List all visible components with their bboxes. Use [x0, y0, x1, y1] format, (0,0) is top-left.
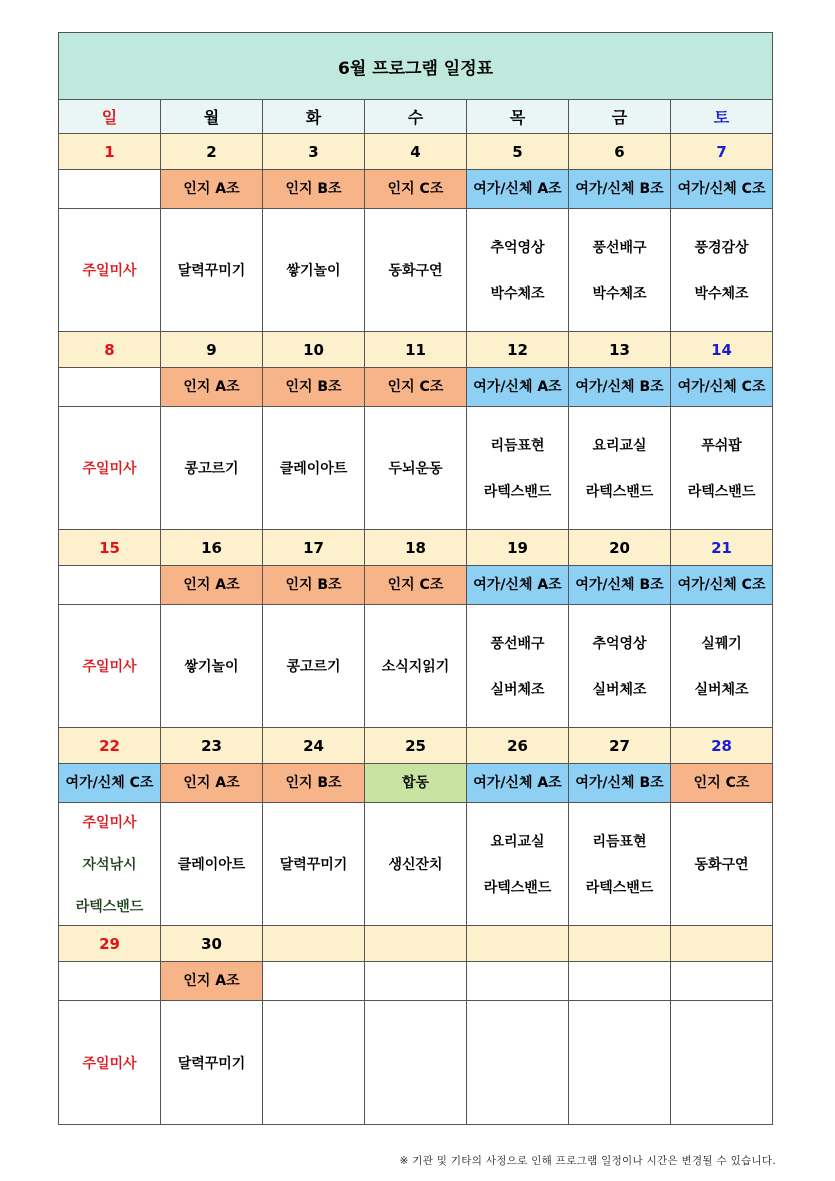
date-cell: 18 [365, 530, 467, 566]
program-cell [263, 803, 365, 926]
date-cell: 11 [365, 332, 467, 368]
date-cell: 8 [59, 332, 161, 368]
day-header-fri: 금 [569, 100, 671, 134]
group-cell [365, 962, 467, 1001]
program-item: 박수체조 [694, 286, 749, 302]
program-cell [263, 209, 365, 332]
date-cell [569, 926, 671, 962]
program-cell [161, 209, 263, 332]
group-cell: 여가/신체 B조 [569, 566, 671, 605]
group-cell [59, 170, 161, 209]
group-cell: 여가/신체 C조 [59, 764, 161, 803]
date-cell: 13 [569, 332, 671, 368]
program-cell [671, 407, 773, 530]
day-header-wed: 수 [365, 100, 467, 134]
program-item: 동화구연 [388, 263, 443, 279]
week-3-programs [59, 605, 773, 728]
group-cell: 여가/신체 C조 [671, 368, 773, 407]
date-cell: 19 [467, 530, 569, 566]
program-cell [59, 209, 161, 332]
week-1-dates [59, 134, 773, 170]
group-cell: 여가/신체 C조 [671, 170, 773, 209]
program-item: 주일미사 [82, 1055, 137, 1072]
date-cell: 9 [161, 332, 263, 368]
group-cell: 합동 [365, 764, 467, 803]
day-header-sun: 일 [59, 100, 161, 134]
date-cell: 16 [161, 530, 263, 566]
program-cell [569, 209, 671, 332]
group-cell [671, 962, 773, 1001]
program-item: 실버체조 [592, 682, 647, 698]
date-cell: 29 [59, 926, 161, 962]
program-item: 주일미사 [82, 461, 137, 477]
date-cell [263, 926, 365, 962]
program-item: 소식지읽기 [381, 659, 450, 675]
date-cell: 27 [569, 728, 671, 764]
program-item: 풍선배구 [490, 636, 545, 652]
program-item: 실꿰기 [701, 636, 742, 652]
program-item: 추억영상 [592, 636, 647, 652]
program-item: 라텍스밴드 [585, 880, 654, 896]
program-cell [365, 407, 467, 530]
date-cell [671, 926, 773, 962]
group-cell: 여가/신체 A조 [467, 170, 569, 209]
program-item: 콩고르기 [184, 461, 239, 477]
calendar-table [58, 32, 773, 1125]
program-item: 리듬표현 [592, 834, 647, 850]
day-of-week-header [59, 100, 773, 134]
group-cell: 인지 B조 [263, 764, 365, 803]
program-item: 요리교실 [592, 438, 647, 454]
program-item: 동화구연 [694, 857, 749, 873]
week-2-programs [59, 407, 773, 530]
program-cell [161, 1001, 263, 1125]
program-cell [569, 803, 671, 926]
date-cell: 26 [467, 728, 569, 764]
group-cell: 여가/신체 B조 [569, 764, 671, 803]
program-item: 라텍스밴드 [687, 484, 756, 500]
group-cell [569, 962, 671, 1001]
week-4-programs [59, 803, 773, 926]
program-cell [365, 605, 467, 728]
date-cell: 3 [263, 134, 365, 170]
date-cell: 21 [671, 530, 773, 566]
program-item: 라텍스밴드 [585, 484, 654, 500]
date-cell: 20 [569, 530, 671, 566]
program-item: 라텍스밴드 [75, 899, 144, 915]
program-cell [263, 605, 365, 728]
group-cell: 인지 C조 [365, 170, 467, 209]
program-item: 라텍스밴드 [483, 880, 552, 896]
program-cell [467, 209, 569, 332]
date-cell: 5 [467, 134, 569, 170]
group-cell: 여가/신체 B조 [569, 170, 671, 209]
date-cell: 15 [59, 530, 161, 566]
program-item: 주일미사 [82, 659, 137, 675]
program-cell [365, 803, 467, 926]
program-item: 리듬표현 [490, 438, 545, 454]
week-5-dates [59, 926, 773, 962]
program-item: 달력꾸미기 [177, 263, 246, 279]
program-item: 클레이아트 [177, 857, 246, 873]
program-item: 자석낚시 [82, 857, 137, 873]
date-cell: 28 [671, 728, 773, 764]
date-cell: 1 [59, 134, 161, 170]
group-cell: 인지 A조 [161, 566, 263, 605]
group-cell: 인지 A조 [161, 368, 263, 407]
date-cell: 23 [161, 728, 263, 764]
date-cell: 12 [467, 332, 569, 368]
group-cell: 인지 C조 [671, 764, 773, 803]
program-cell [671, 605, 773, 728]
program-item: 주일미사 [82, 263, 137, 279]
group-cell: 인지 A조 [161, 962, 263, 1001]
program-item: 클레이아트 [279, 461, 348, 477]
program-item: 박수체조 [592, 286, 647, 302]
date-cell: 30 [161, 926, 263, 962]
day-header-tue: 화 [263, 100, 365, 134]
program-cell [671, 209, 773, 332]
program-item: 주일미사 [82, 815, 137, 831]
week-3-groups [59, 566, 773, 605]
program-cell [59, 1001, 161, 1125]
program-item: 요리교실 [490, 834, 545, 850]
group-cell: 여가/신체 A조 [467, 368, 569, 407]
program-item: 쌓기놀이 [286, 263, 341, 279]
week-4-groups [59, 764, 773, 803]
program-cell [365, 1001, 467, 1125]
group-cell: 인지 B조 [263, 566, 365, 605]
program-item: 박수체조 [490, 286, 545, 302]
program-item: 추억영상 [490, 240, 545, 256]
date-cell [467, 926, 569, 962]
program-item: 실버체조 [694, 682, 749, 698]
program-item: 푸쉬팝 [701, 438, 742, 454]
program-item: 쌓기놀이 [184, 659, 239, 675]
program-cell [365, 209, 467, 332]
day-header-thu: 목 [467, 100, 569, 134]
program-cell [59, 407, 161, 530]
program-cell [467, 407, 569, 530]
day-header-sat: 토 [671, 100, 773, 134]
date-cell: 7 [671, 134, 773, 170]
group-cell [59, 368, 161, 407]
date-cell: 10 [263, 332, 365, 368]
week-1-groups [59, 170, 773, 209]
program-cell [263, 407, 365, 530]
program-cell [161, 803, 263, 926]
week-3-dates [59, 530, 773, 566]
program-cell [569, 407, 671, 530]
program-cell [263, 1001, 365, 1125]
program-item: 풍선배구 [592, 240, 647, 256]
program-item: 두뇌운동 [388, 461, 443, 477]
week-4-dates [59, 728, 773, 764]
week-2-dates [59, 332, 773, 368]
program-cell [569, 605, 671, 728]
program-cell [467, 803, 569, 926]
group-cell: 여가/신체 A조 [467, 764, 569, 803]
program-item: 라텍스밴드 [483, 484, 552, 500]
date-cell: 22 [59, 728, 161, 764]
day-header-mon: 월 [161, 100, 263, 134]
program-cell [569, 1001, 671, 1125]
week-1-programs [59, 209, 773, 332]
group-cell: 인지 A조 [161, 170, 263, 209]
date-cell: 14 [671, 332, 773, 368]
program-cell [467, 1001, 569, 1125]
group-cell: 인지 B조 [263, 368, 365, 407]
program-item: 달력꾸미기 [177, 1055, 246, 1072]
program-cell [161, 407, 263, 530]
group-cell [59, 962, 161, 1001]
group-cell: 여가/신체 B조 [569, 368, 671, 407]
program-item: 풍경감상 [694, 240, 749, 256]
program-cell [671, 803, 773, 926]
group-cell: 인지 A조 [161, 764, 263, 803]
footnote: ※ 기관 및 기타의 사정으로 인해 프로그램 일정이나 시간은 변경될 수 있습니다. [399, 1155, 776, 1167]
program-item: 콩고르기 [286, 659, 341, 675]
group-cell [467, 962, 569, 1001]
group-cell: 여가/신체 A조 [467, 566, 569, 605]
program-cell [671, 1001, 773, 1125]
group-cell: 인지 C조 [365, 566, 467, 605]
week-2-groups [59, 368, 773, 407]
program-cell [467, 605, 569, 728]
program-item: 달력꾸미기 [279, 857, 348, 873]
program-cell [59, 803, 161, 926]
date-cell: 6 [569, 134, 671, 170]
date-cell: 25 [365, 728, 467, 764]
group-cell: 여가/신체 C조 [671, 566, 773, 605]
date-cell: 24 [263, 728, 365, 764]
group-cell [59, 566, 161, 605]
week-5-groups [59, 962, 773, 1001]
date-cell: 17 [263, 530, 365, 566]
program-item: 실버체조 [490, 682, 545, 698]
program-cell [161, 605, 263, 728]
program-cell [59, 605, 161, 728]
date-cell: 4 [365, 134, 467, 170]
week-5-programs [59, 1001, 773, 1125]
group-cell: 인지 B조 [263, 170, 365, 209]
group-cell [263, 962, 365, 1001]
group-cell: 인지 C조 [365, 368, 467, 407]
date-cell: 2 [161, 134, 263, 170]
page-title: 6월 프로그램 일정표 [59, 33, 773, 100]
date-cell [365, 926, 467, 962]
program-item: 생신잔치 [388, 857, 443, 873]
